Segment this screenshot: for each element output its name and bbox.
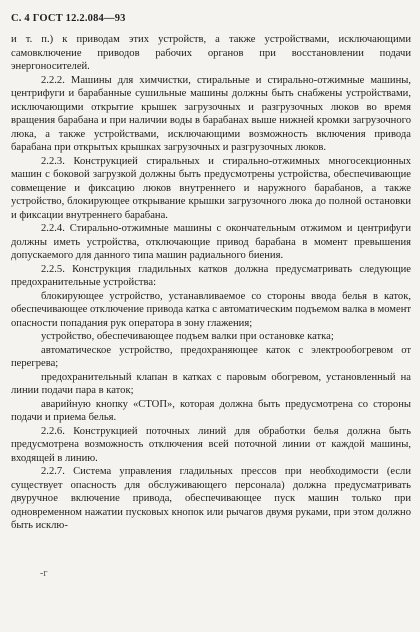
list-item-roller-lift: устройство, обеспечивающее подъем валки при остановке катка; [41,331,334,342]
list-item-overheat-protection: автоматическое устройство, предохраняющее каток с электрообогревом от перегрева; [11,344,411,369]
paragraph-2-2-7: 2.2.7. Система управления гладильных прессов при необходимости (если существует опасность для обслуживающего персонала) должна предусматривать двуручное включение привода, обеспечивающее пуск машин только при одновременном нажатии пусковых кнопок или рычагов двумя руками, при этом должно быть исклю- [11,466,411,531]
body-text [11,33,411,533]
paragraph-2-2-3: 2.2.3. Конструкцией стиральных и стирально-отжимных многосекционных машин с боковой загрузкой должны быть предусмотрены устройства, обеспечивающие совмещение и фиксацию люков внутреннего и наружного барабанов, а также устройство, блокирующее открывание крышки загрузочного люка до полной остановки и фиксации внутреннего барабана. [11,155,411,221]
list-item-safety-valve: предохранительный клапан в катках с паровым обогревом, установленный на линии подачи пара в каток; [11,371,411,396]
stray-mark: -г [40,568,48,579]
paragraph-2-2-5: 2.2.5. Конструкция гладильных катков должна предусматривать следующие предохранительные устройства: [11,263,411,288]
paragraph-continuation: и т. п.) к приводам этих устройств, а также устройствами, исключающими самовключение приводов рабочих органов при восстановлении подачи энергоносителей. [11,34,411,72]
standard-code: ГОСТ 12.2.084—93 [32,13,126,24]
paragraph-2-2-6: 2.2.6. Конструкцией поточных линий для обработки белья должна быть предусмотрена возможность отключения всей поточной линии от каждой машины, входящей в линию. [11,425,411,464]
paragraph-2-2-4: 2.2.4. Стирально-отжимные машины с окончательным отжимом и центрифуги должны иметь устройства, отключающие привод барабана в момент превышения допускаемого для данного типа машин радиального биения. [11,223,411,261]
page-number: С. 4 [11,13,30,24]
list-item-emergency-stop: аварийную кнопку «СТОП», которая должна быть предусмотрена со стороны подачи и приема белья. [11,398,411,423]
page-header [11,13,126,24]
list-item-blocking-device: блокирующее устройство, устанавливаемое со стороны ввода белья в каток, обеспечивающее отключение привода катка с автоматическим подъемом валка в момент опасности попадания рук оператора в зону глажения; [11,290,411,329]
paragraph-2-2-2: 2.2.2. Машины для химчистки, стиральные и стирально-отжимные машины, центрифуги и барабанные сушильные машины должны быть снабжены устройствами, исключающими открытие крышек загрузочных и разгрузочных люков во время вращения барабана и при наличии воды в барабанах выше нижней кромки загрузочного люка, а также устройствами, исключающими возможность включения привода барабана при открытых крышках загрузочных и разгрузочных люков. [11,74,411,153]
